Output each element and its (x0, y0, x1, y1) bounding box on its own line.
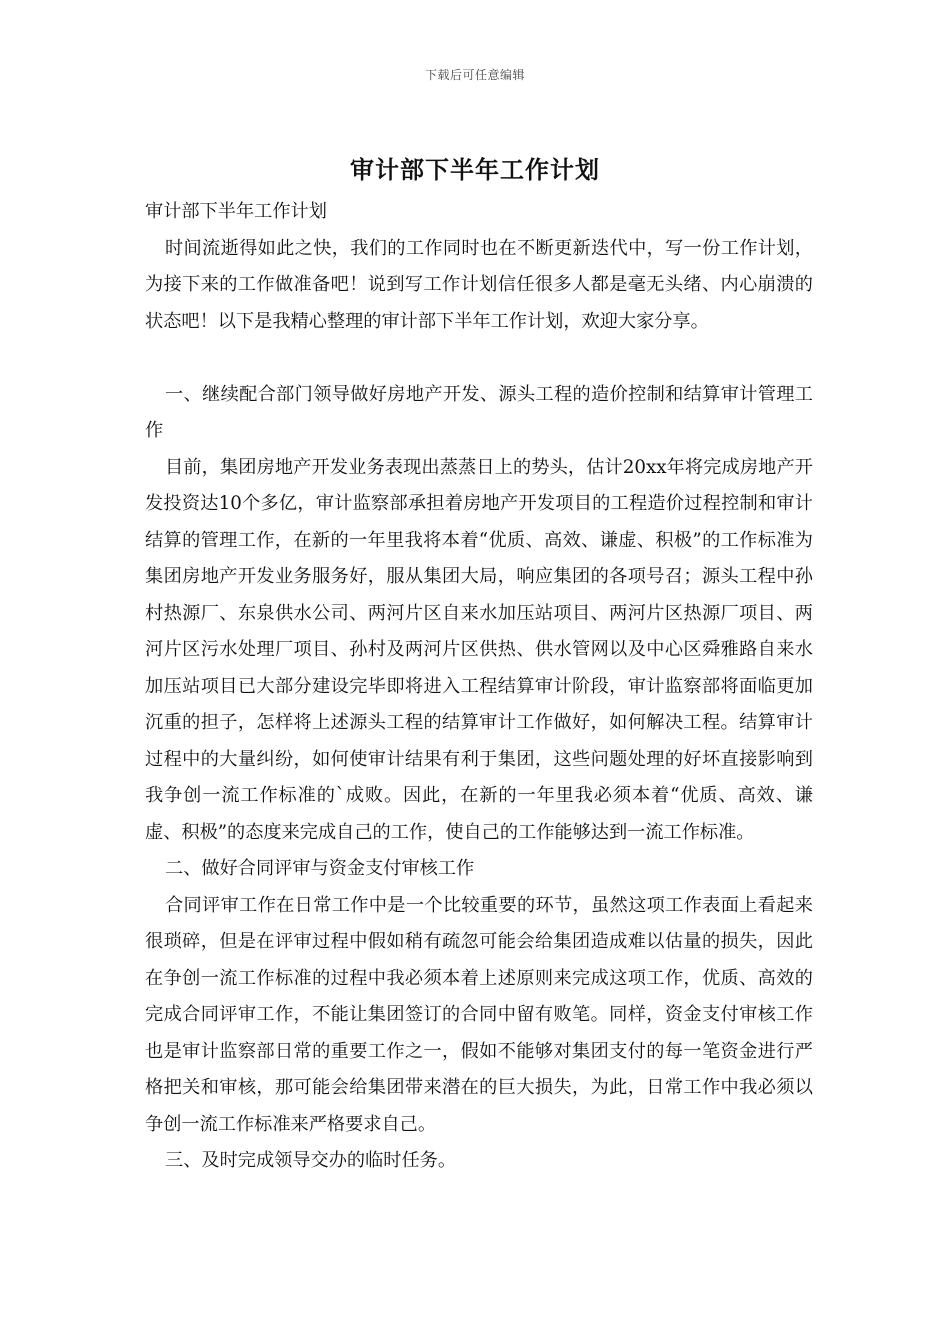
section-paragraph-2: 合同评审工作在日常工作中是一个比较重要的环节，虽然这项工作表面上看起来很琐碎，但是在评审过程中假如稍有疏忽可能会给集团造成难以估量的损失，因此在争创一流工作标准的过程中我必须本着上述原则来完成这项工作，优质、高效的完成合同评审工作，不能让集团签订的合同中留有败笔。同样，资金支付审核工作也是审计监察部日常的重要工作之一，假如不能够对集团支付的每一笔资金进行严格把关和审核，那可能会给集团带来潜在的巨大损失，为此，日常工作中我必须以争创一流工作标准来严格要求自己。 (145, 894, 813, 1135)
subtitle-line: 审计部下半年工作计划 (145, 201, 327, 222)
section-paragraph-1: 目前，集团房地产开发业务表现出蒸蒸日上的势头，估计20xx年将完成房地产开发投资达10个多亿，审计监察部承担着房地产开发项目的工程造价过程控制和审计结算的管理工作，在新的一年里我将本着“优质、高效、谦虚、积极”的工作标准为集团房地产开发业务服务好，服从集团大局，响应集团的各项号召；源头工程中孙村热源厂、东泉供水公司、两河片区自来水加压站项目、两河片区热源厂项目、两河片区污水处理厂项目、孙村及两河片区供热、供水管网以及中心区舜雅路自来水加压站项目已大部分建设完毕即将进入工程结算审计阶段，审计监察部将面临更加沉重的担子，怎样将上述源头工程的结算审计工作做好，如何解决工程。结算审计过程中的大量纠纷，如何使审计结果有利于集团，这些问题处理的好坏直接影响到我争创一流工作标准的`成败。因此，在新的一年里我必须本着“优质、高效、谦虚、积极”的态度来完成自己的工作，使自己的工作能够达到一流工作标准。 (145, 456, 813, 843)
section-heading-1: 一、继续配合部门领导做好房地产开发、源头工程的造价控制和结算审计管理工作 (145, 383, 813, 441)
section-heading-3: 三、及时完成领导交办的临时任务。 (165, 1150, 457, 1171)
document-title: 审计部下半年工作计划 (350, 156, 600, 184)
intro-paragraph: 时间流逝得如此之快，我们的工作同时也在不断更新迭代中，写一份工作计划，为接下来的工作做准备吧！说到写工作计划信任很多人都是毫无头绪、内心崩溃的状态吧！以下是我精心整理的审计部下半年工作计划，欢迎大家分享。 (145, 237, 813, 332)
document-body (145, 194, 813, 1180)
section-heading-2: 二、做好合同评审与资金支付审核工作 (165, 858, 475, 879)
blank-line (145, 340, 813, 377)
header-note: 下载后可任意编辑 (424, 68, 525, 82)
